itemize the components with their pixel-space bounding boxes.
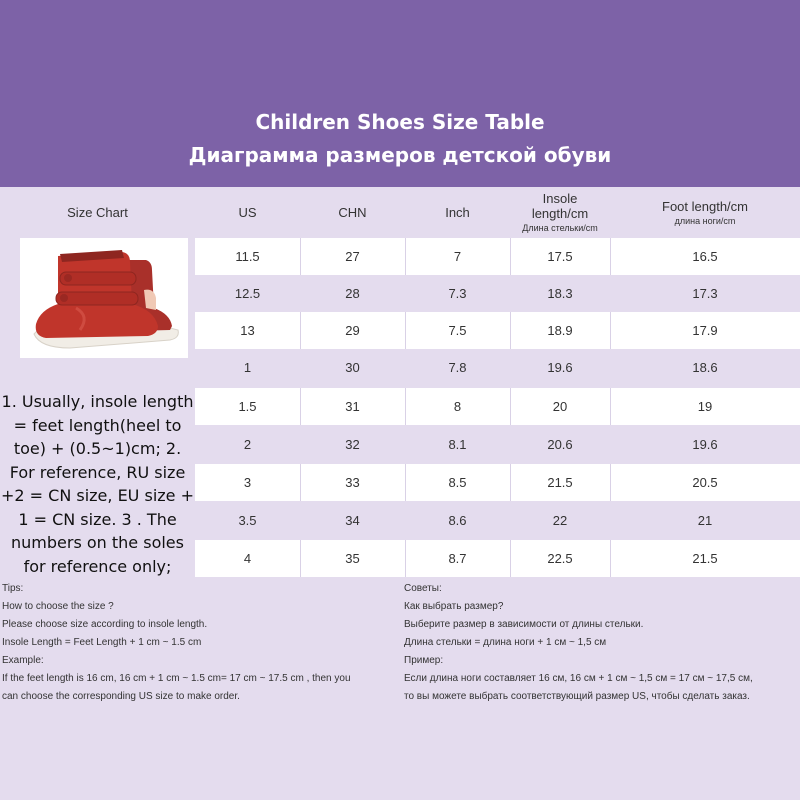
table-row: [195, 502, 800, 539]
tips-line: Выберите размер в зависимости от длины стельки.: [404, 619, 644, 630]
tips-line: can choose the corresponding US size to make order.: [2, 691, 240, 702]
tips-line: то вы можете выбрать соответствующий размер US, чтобы сделать заказ.: [404, 691, 750, 702]
cell-inch: 7: [453, 249, 462, 264]
header-size-chart: Size Chart: [67, 204, 128, 220]
tips-line: Please choose size according to insole length.: [2, 619, 208, 630]
title-russian: Диаграмма размеров детской обуви: [188, 143, 612, 167]
cell-chn: 30: [345, 360, 360, 375]
cell-inch: 8.6: [448, 513, 467, 528]
cell-inch: 7.5: [448, 323, 467, 338]
tips-line: Советы:: [404, 583, 442, 594]
cell-chn: 34: [345, 513, 360, 528]
column-divider: [405, 388, 406, 425]
cell-foot: 18.6: [692, 360, 718, 375]
cell-inch: 8.5: [448, 475, 467, 490]
header-foot-ru: длина ноги/cm: [674, 215, 736, 226]
cell-chn: 32: [345, 437, 360, 452]
header-foot: [610, 187, 800, 237]
size-notes: 1. Usually, insole length = feet length(heel to toe) + (0.5~1)cm; 2. For reference, RU size +2 = CN size, EU size + 1 = CN size. 3 . The numbers on the soles for reference only;: [0, 392, 194, 576]
column-divider: [510, 312, 511, 349]
cell-us: 3: [243, 475, 252, 490]
cell-us: 1: [243, 360, 252, 375]
table-row: [195, 238, 800, 275]
tips-russian: [404, 580, 800, 706]
cell-chn: 35: [345, 551, 360, 566]
table-row: [195, 349, 800, 386]
header-insole-ru: Длина стельки/cm: [522, 223, 598, 233]
header-chn: CHN: [338, 204, 367, 220]
cell-us: 4: [243, 551, 252, 566]
column-divider: [510, 238, 511, 275]
column-divider: [405, 312, 406, 349]
header-insole: [510, 187, 610, 237]
table-row: [195, 464, 800, 501]
cell-inch: 8.7: [448, 551, 467, 566]
cell-insole: 19.6: [547, 360, 573, 375]
column-divider: [405, 238, 406, 275]
cell-chn: 29: [345, 323, 360, 338]
cell-foot: 16.5: [692, 249, 718, 264]
cell-chn: 27: [345, 249, 360, 264]
tips-line: How to choose the size ?: [2, 601, 114, 612]
cell-us: 3.5: [238, 513, 257, 528]
cell-us: 11.5: [235, 249, 260, 264]
cell-foot: 21.5: [692, 551, 718, 566]
column-divider: [610, 238, 611, 275]
tips-english: [2, 580, 402, 706]
table-row: [195, 388, 800, 425]
cell-foot: 19.6: [692, 437, 718, 452]
red-boot-icon: [20, 238, 188, 358]
column-divider: [610, 312, 611, 349]
column-divider: [300, 540, 301, 577]
cell-insole: 17.5: [547, 249, 573, 264]
cell-chn: 33: [345, 475, 360, 490]
column-divider: [610, 540, 611, 577]
cell-chn: 31: [345, 399, 360, 414]
cell-insole: 22: [552, 513, 568, 528]
title-english: Children Shoes Size Table: [255, 110, 545, 134]
cell-insole: 20: [552, 399, 568, 414]
column-divider: [510, 540, 511, 577]
header-insole-label: Insole length/cm: [531, 191, 589, 221]
cell-inch: 8.1: [448, 437, 467, 452]
tips-line: Insole Length = Feet Length + 1 cm ~ 1.5 cm: [2, 637, 202, 648]
cell-us: 12.5: [234, 286, 261, 301]
cell-insole: 20.6: [547, 437, 573, 452]
cell-insole: 18.3: [547, 286, 573, 301]
header-us: US: [238, 204, 257, 220]
cell-insole: 18.9: [547, 323, 573, 338]
table-row: [195, 540, 800, 577]
cell-us: 2: [243, 437, 252, 452]
tips-line: Пример:: [404, 655, 444, 666]
cell-us: 13: [240, 323, 255, 338]
tips-line: Длина стельки = длина ноги + 1 см ~ 1,5 см: [404, 637, 607, 648]
tips-line: Example:: [2, 655, 44, 666]
table-row: [195, 275, 800, 312]
cell-foot: 21: [697, 513, 713, 528]
cell-inch: 8: [453, 399, 462, 414]
header-foot-label: Foot length/cm: [662, 198, 748, 214]
column-divider: [610, 464, 611, 501]
column-divider: [300, 312, 301, 349]
column-divider: [510, 464, 511, 501]
column-divider: [405, 540, 406, 577]
column-divider: [510, 388, 511, 425]
cell-foot: 19: [697, 399, 713, 414]
column-divider: [300, 464, 301, 501]
cell-insole: 21.5: [547, 475, 573, 490]
cell-inch: 7.8: [448, 360, 467, 375]
tips-line: Если длина ноги составляет 16 см, 16 см + 1 см ~ 1,5 см = 17 см ~ 17,5 см,: [404, 673, 753, 684]
cell-chn: 28: [345, 286, 360, 301]
column-divider: [405, 464, 406, 501]
cell-foot: 17.3: [692, 286, 718, 301]
cell-insole: 22.5: [547, 551, 573, 566]
tips-line: Как выбрать размер?: [404, 601, 504, 612]
column-divider: [300, 388, 301, 425]
cell-inch: 7.3: [448, 286, 467, 301]
column-divider: [610, 388, 611, 425]
shoe-photo: [20, 238, 188, 358]
table-row: [195, 312, 800, 349]
cell-foot: 20.5: [692, 475, 718, 490]
tips-line: If the feet length is 16 cm, 16 cm + 1 cm ~ 1.5 cm= 17 cm ~ 17.5 cm , then you: [2, 673, 351, 684]
cell-foot: 17.9: [692, 323, 718, 338]
header-inch: Inch: [445, 204, 470, 220]
tips-line: Tips:: [2, 583, 24, 594]
cell-us: 1.5: [238, 399, 257, 414]
table-row: [195, 426, 800, 463]
column-divider: [300, 238, 301, 275]
